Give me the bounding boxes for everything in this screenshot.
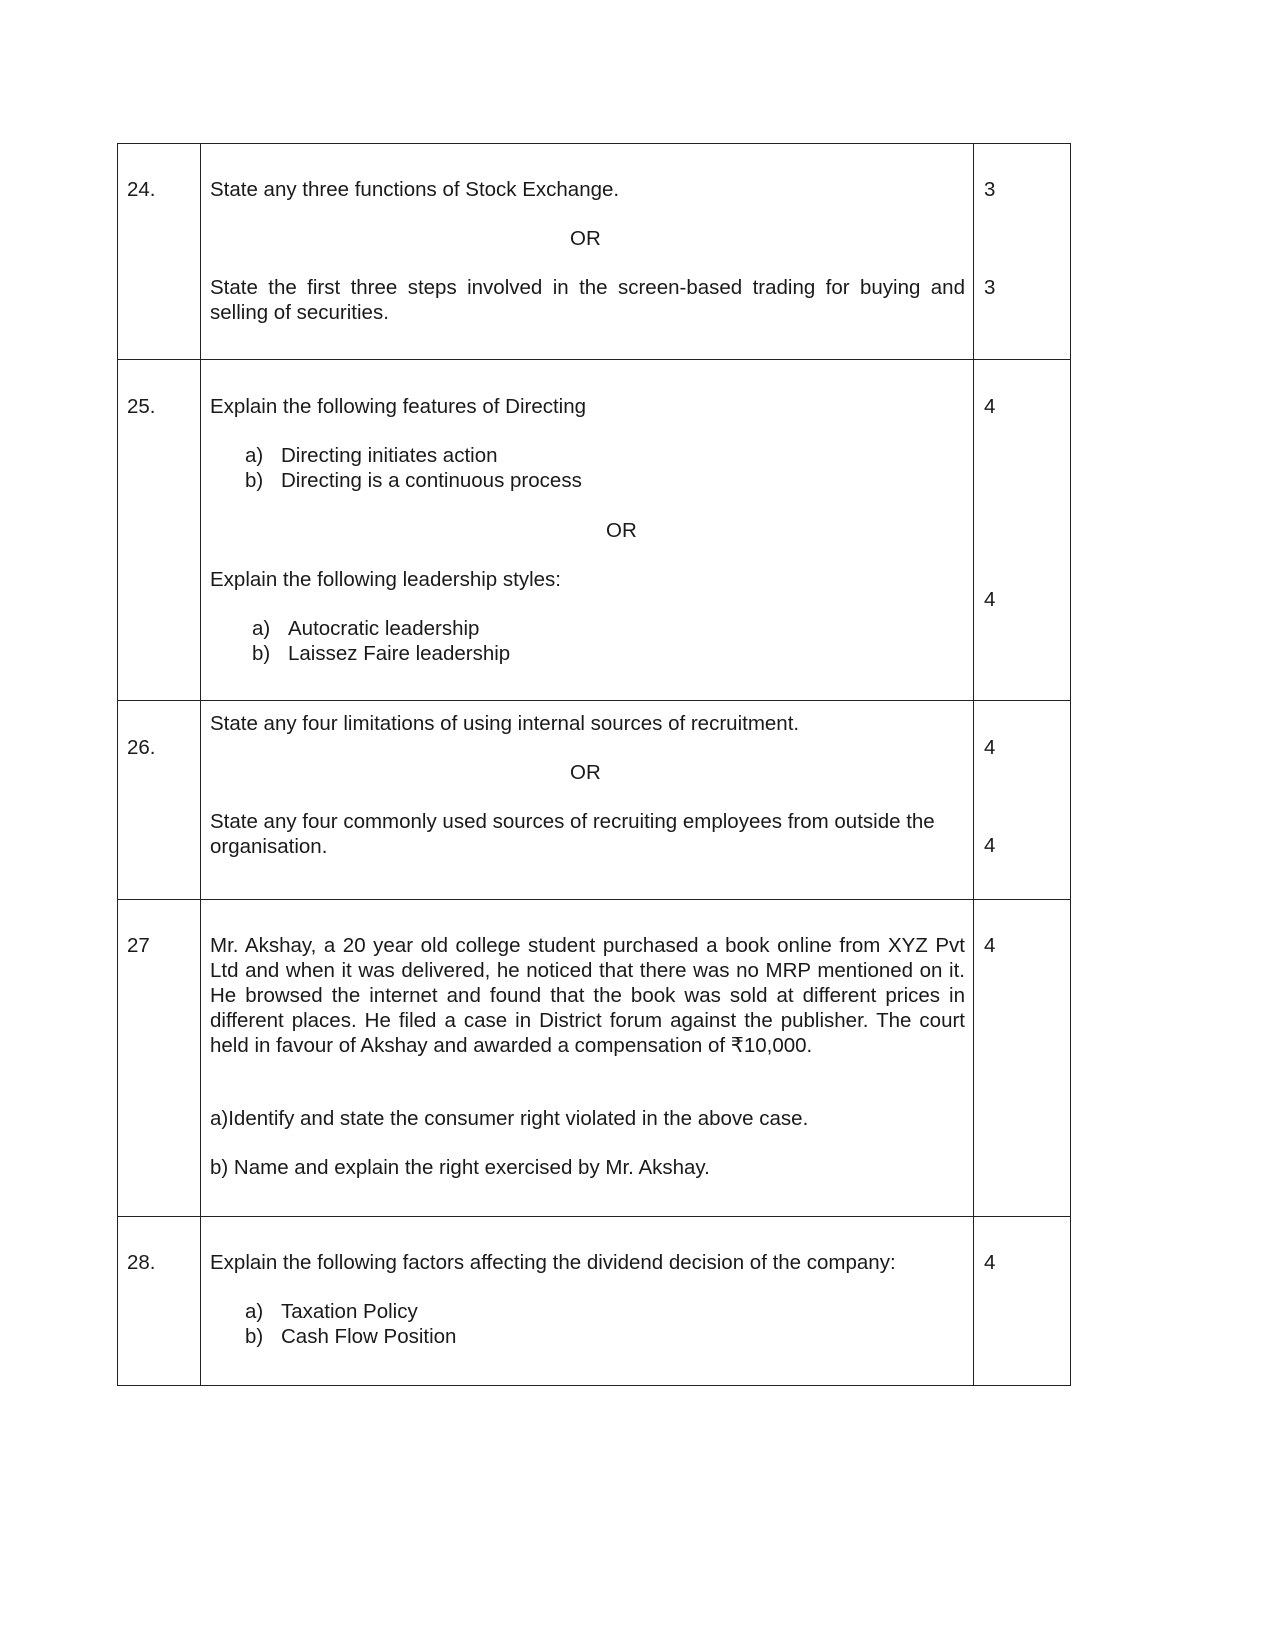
sub-item-text: Cash Flow Position <box>281 1325 457 1348</box>
question-text-cell <box>201 360 974 701</box>
question-text: State any four limitations of using internal sources of recruitment. <box>210 712 800 735</box>
sub-item-text: Directing is a continuous process <box>281 469 582 492</box>
question-part-a: a)Identify and state the consumer right violated in the above case. <box>210 1107 809 1130</box>
sub-item-label: b) <box>245 469 264 492</box>
or-separator: OR <box>570 227 601 250</box>
question-row-24 <box>118 144 1071 360</box>
question-table <box>117 143 1071 1386</box>
sub-item-text: Laissez Faire leadership <box>288 642 511 665</box>
marks-value-alt: 4 <box>984 588 996 611</box>
sub-item-text: Taxation Policy <box>281 1300 418 1323</box>
marks-cell <box>974 144 1071 360</box>
sub-item-text: Directing initiates action <box>281 444 498 467</box>
marks-cell <box>974 900 1071 1217</box>
question-text-cell <box>201 900 974 1217</box>
sub-item-label: b) <box>252 642 271 665</box>
case-study-text: Mr. Akshay, a 20 year old college student purchased a book online from XYZ Pvt Ltd and when it was delivered, he noticed that there was no MRP mentioned on it. He browsed the internet and found that the book was sold at different prices in different places. He filed a case in District forum against the publisher. The court held in favour of Akshay and awarded a compensation of ₹10,000. <box>210 934 965 1057</box>
sub-item <box>245 1324 456 1349</box>
question-number-cell <box>118 900 201 1217</box>
question-number: 27 <box>127 934 150 957</box>
marks-value: 4 <box>984 736 996 759</box>
question-text-cell <box>201 1217 974 1386</box>
sub-item-label: a) <box>252 617 271 640</box>
sub-item-label: a) <box>245 444 264 467</box>
marks-value: 4 <box>984 1251 996 1274</box>
question-text: Explain the following features of Directing <box>210 395 587 418</box>
marks-value-alt: 4 <box>984 834 996 857</box>
question-row-26 <box>118 701 1071 900</box>
question-row-27 <box>118 900 1071 1217</box>
question-number: 24. <box>127 178 156 201</box>
sub-item-label: a) <box>245 1300 264 1323</box>
sub-item <box>245 443 498 468</box>
sub-item <box>245 468 582 493</box>
question-row-28 <box>118 1217 1071 1386</box>
question-row-25 <box>118 360 1071 701</box>
marks-value: 4 <box>984 934 996 957</box>
sub-item <box>245 1299 418 1324</box>
question-number: 26. <box>127 736 156 759</box>
question-text-cell <box>201 144 974 360</box>
question-part-b: b) Name and explain the right exercised by Mr. Akshay. <box>210 1156 710 1179</box>
marks-cell <box>974 1217 1071 1386</box>
sub-item-text: Autocratic leadership <box>288 617 480 640</box>
question-text: State any three functions of Stock Exchange. <box>210 178 620 201</box>
question-number-cell <box>118 144 201 360</box>
alternative-question-text: Explain the following leadership styles: <box>210 568 561 591</box>
marks-value: 4 <box>984 395 996 418</box>
question-number-cell <box>118 1217 201 1386</box>
marks-cell <box>974 360 1071 701</box>
question-number-cell <box>118 701 201 900</box>
sub-item <box>252 616 479 641</box>
question-number-cell <box>118 360 201 701</box>
question-number: 25. <box>127 395 156 418</box>
sub-item-label: b) <box>245 1325 264 1348</box>
alternative-question-text: State any four commonly used sources of recruiting employees from outside the organisation. <box>210 810 935 858</box>
question-text-cell <box>201 701 974 900</box>
marks-value: 3 <box>984 178 996 201</box>
or-separator: OR <box>570 761 601 784</box>
question-text: Explain the following factors affecting the dividend decision of the company: <box>210 1251 896 1274</box>
or-separator: OR <box>606 519 637 542</box>
marks-value-alt: 3 <box>984 276 996 299</box>
sub-item <box>252 641 510 666</box>
question-number: 28. <box>127 1251 156 1274</box>
marks-cell <box>974 701 1071 900</box>
alternative-question-text: State the first three steps involved in the screen-based trading for buying and selling of securities. <box>210 276 965 324</box>
